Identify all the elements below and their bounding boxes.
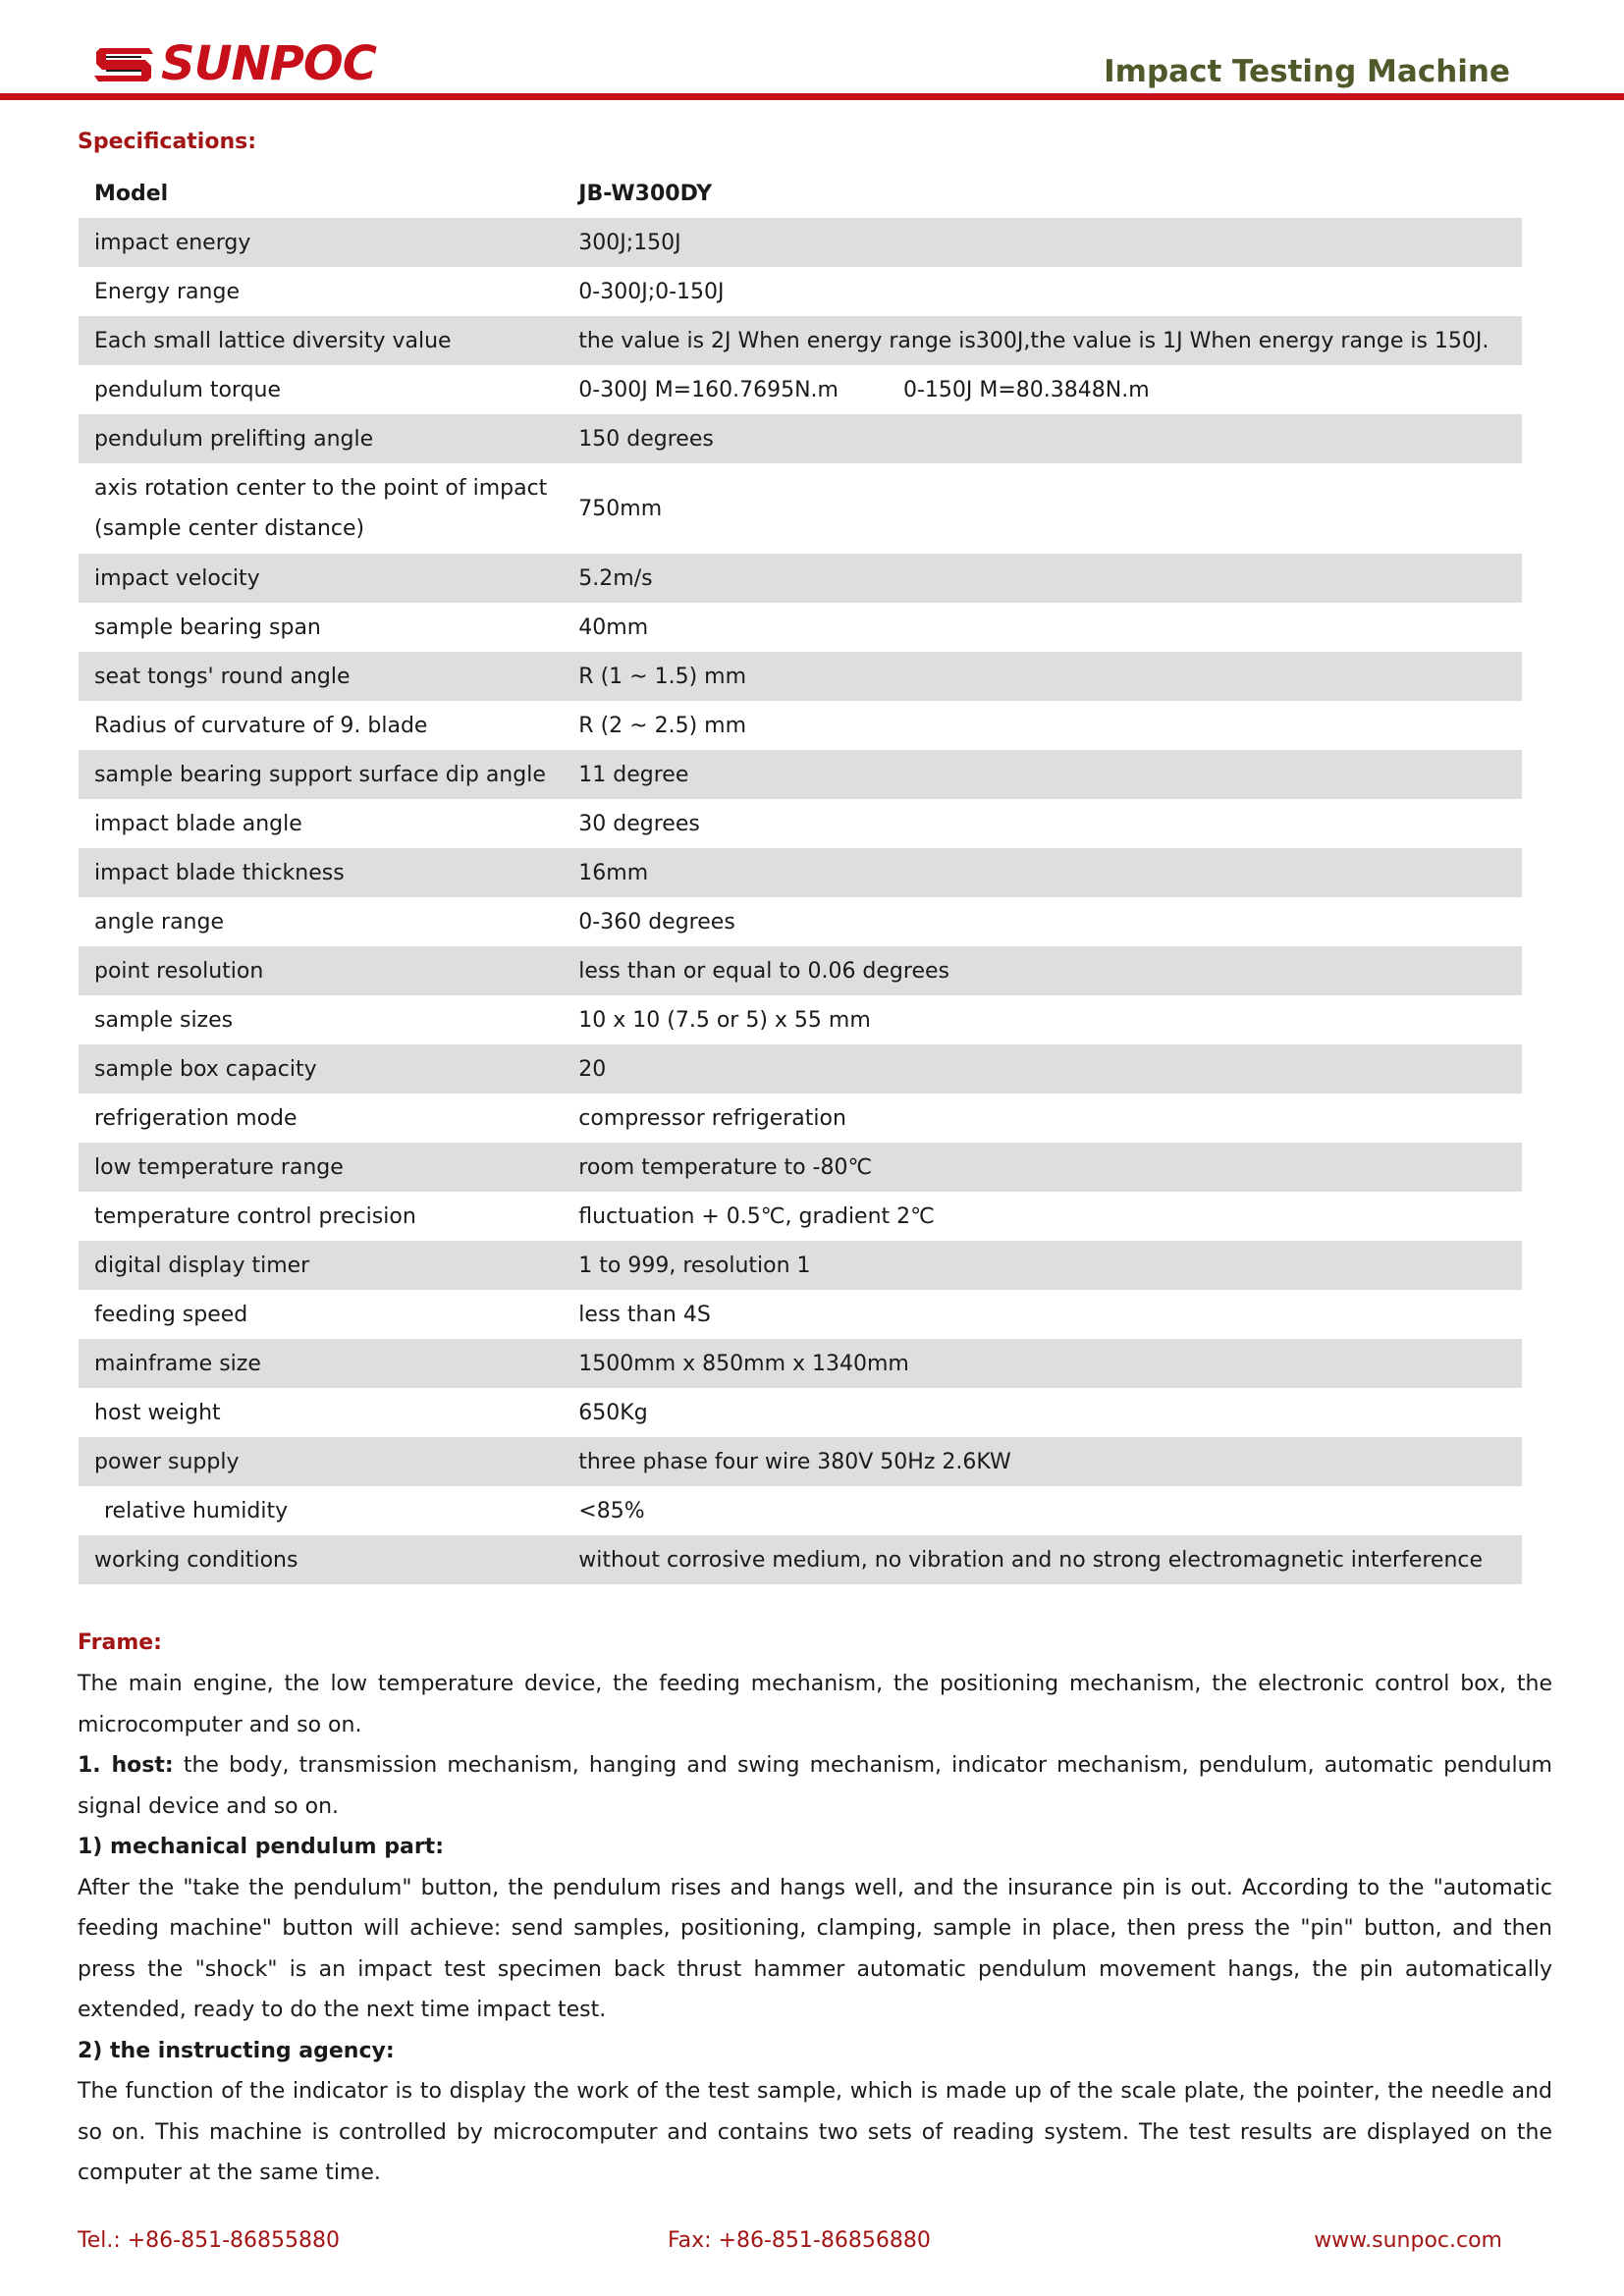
table-cell-label (79, 463, 563, 554)
table-cell-value: R (1 ~ 1.5) mm (563, 652, 1522, 701)
table-cell-label: power supply (79, 1437, 563, 1486)
footer-website-link[interactable]: www.sunpoc.com (1314, 2228, 1502, 2253)
table-cell-value: 1500mm x 850mm x 1340mm (563, 1339, 1522, 1388)
table-cell-value: 16mm (563, 848, 1522, 897)
table-cell-value: 0-360 degrees (578, 909, 735, 934)
footer-fax: Fax: +86-851-86856880 (668, 2228, 931, 2253)
host-text: the body, transmission mechanism, hanging and swing mechanism, indicator mechanism, pendulum, automatic pendulum signal device and so on. (78, 1753, 1552, 1819)
table-row (79, 799, 1522, 848)
host-label: 1. host: (78, 1753, 174, 1778)
table-cell-label: seat tongs' round angle (79, 652, 563, 701)
table-cell-value: 10 x 10 (7.5 or 5) x 55 mm (578, 1007, 871, 1033)
table-row (79, 1535, 1522, 1584)
table-row (79, 1290, 1522, 1339)
table-cell-value: R (2 ~ 2.5) mm (578, 713, 747, 738)
table-row (79, 603, 1522, 652)
table-row (79, 1486, 1522, 1535)
label-line-2: (sample center distance) (94, 516, 365, 541)
table-row (79, 1094, 1522, 1143)
table-cell-label: sample bearing span (94, 614, 321, 640)
table-cell-value: 650Kg (578, 1400, 648, 1425)
table-cell-label: feeding speed (94, 1302, 248, 1327)
table-cell-value: 1 to 999, resolution 1 (563, 1241, 1522, 1290)
table-cell-value: <85% (578, 1498, 645, 1523)
table-row (79, 1143, 1522, 1192)
table-row (79, 946, 1522, 995)
specifications-table (79, 169, 1522, 1584)
table-cell-label: impact blade angle (94, 811, 302, 836)
table-row (79, 1241, 1522, 1290)
table-header-row (79, 169, 1522, 218)
table-row (79, 750, 1522, 799)
table-row (79, 1192, 1522, 1241)
table-row (79, 414, 1522, 463)
table-row (79, 652, 1522, 701)
table-cell-label: pendulum torque (94, 377, 282, 402)
table-cell-label: sample box capacity (79, 1044, 563, 1094)
table-cell-label: digital display timer (79, 1241, 563, 1290)
table-cell-label: impact blade thickness (79, 848, 563, 897)
table-row (79, 316, 1522, 365)
table-row (79, 1437, 1522, 1486)
table-cell-label (79, 1486, 563, 1535)
frame-description (78, 1664, 1552, 2194)
sunpoc-logo-icon (92, 44, 157, 83)
table-row (79, 1388, 1522, 1437)
table-cell-value: 30 degrees (578, 811, 700, 836)
pendulum-part-paragraph: After the "take the pendulum" button, the pendulum rises and hangs well, and the insurance pin is out. According to the "automatic feeding machine" button will achieve: send samples, positioning, clamping, sample in place, then press the "pin" button, and then press the "shock" is an impact test specimen back thrust hammer automatic pendulum movement hangs, the pin automatically extended, ready to do the next time impact test. (78, 1875, 1552, 2022)
host-paragraph (78, 1745, 1552, 1827)
header-divider (0, 93, 1624, 100)
table-cell-label: host weight (94, 1400, 221, 1425)
table-row (79, 267, 1522, 316)
table-cell-label: mainframe size (79, 1339, 563, 1388)
table-cell-value: 11 degree (563, 750, 1522, 799)
specifications-heading: Specifications: (78, 130, 257, 154)
table-cell-label: point resolution (79, 946, 563, 995)
frame-heading: Frame: (78, 1630, 162, 1655)
table-cell-value: compressor refrigeration (578, 1105, 846, 1131)
table-cell-label: pendulum prelifting angle (79, 414, 563, 463)
table-cell-value: the value is 2J When energy range is300J,the value is 1J When energy range is 150J. (563, 316, 1522, 365)
table-cell-value: 150 degrees (563, 414, 1522, 463)
label-line-1: axis rotation center to the point of impact (94, 476, 548, 501)
instructing-agency-paragraph: The function of the indicator is to display the work of the test sample, which is made up of the scale plate, the pointer, the needle and so on. This machine is controlled by microcomputer and contains two sets of reading system. The test results are displayed on the computer at the same time. (78, 2079, 1552, 2185)
table-row (79, 218, 1522, 267)
table-cell-value: 300J;150J (563, 218, 1522, 267)
table-cell-label: Each small lattice diversity value (79, 316, 563, 365)
table-cell-label: refrigeration mode (94, 1105, 298, 1131)
brand-logo (92, 36, 376, 91)
table-cell-label: working conditions (79, 1535, 563, 1584)
table-cell-label: low temperature range (79, 1143, 563, 1192)
table-cell-value: 5.2m/s (563, 554, 1522, 603)
table-row (79, 554, 1522, 603)
torque-value-150j: 0-150J M=80.3848N.m (902, 377, 1150, 402)
footer-telephone: Tel.: +86-851-86855880 (78, 2228, 341, 2253)
table-cell-value: 20 (563, 1044, 1522, 1094)
table-row (79, 1044, 1522, 1094)
table-cell-value: fluctuation + 0.5℃, gradient 2℃ (578, 1203, 935, 1229)
table-cell-label: angle range (94, 909, 224, 934)
table-cell-value: less than or equal to 0.06 degrees (563, 946, 1522, 995)
frame-intro-paragraph: The main engine, the low temperature device, the feeding mechanism, the positioning mechanism, the electronic control box, the microcomputer and so on. (78, 1672, 1552, 1737)
table-cell-value: JB-W300DY (578, 181, 713, 206)
table-cell-label: Radius of curvature of 9. blade (94, 713, 428, 738)
table-cell-value: less than 4S (578, 1302, 711, 1327)
brand-wordmark: SUNPOC (161, 36, 376, 91)
table-cell-value: 40mm (578, 614, 649, 640)
table-cell-value (563, 365, 1522, 414)
table-cell-value: room temperature to -80℃ (563, 1143, 1522, 1192)
table-cell-label: impact velocity (79, 554, 563, 603)
table-cell-label: impact energy (79, 218, 563, 267)
table-cell-value: 0-300J;0-150J (578, 279, 725, 304)
table-cell-value: without corrosive medium, no vibration and no strong electromagnetic interference (563, 1535, 1522, 1584)
table-cell-value: three phase four wire 380V 50Hz 2.6KW (563, 1437, 1522, 1486)
table-row (79, 365, 1522, 414)
page-header (0, 0, 1624, 102)
table-row (79, 463, 1522, 554)
table-row (79, 701, 1522, 750)
table-row (79, 1339, 1522, 1388)
table-row (79, 897, 1522, 946)
table-cell-label: Model (94, 181, 169, 206)
humidity-label: relative humidity (104, 1498, 289, 1523)
pendulum-part-heading: 1) mechanical pendulum part: (78, 1835, 444, 1859)
table-row (79, 995, 1522, 1044)
table-cell-value: 750mm (578, 496, 663, 521)
table-cell-label: Energy range (94, 279, 240, 304)
torque-value-300j: 0-300J M=160.7695N.m (578, 377, 839, 402)
table-cell-label: temperature control precision (94, 1203, 416, 1229)
document-title: Impact Testing Machine (1104, 54, 1510, 89)
table-cell-label: sample sizes (94, 1007, 234, 1033)
table-row (79, 848, 1522, 897)
page-footer (0, 2228, 1624, 2264)
instructing-agency-heading: 2) the instructing agency: (78, 2038, 395, 2063)
table-cell-label: sample bearing support surface dip angle (79, 750, 563, 799)
